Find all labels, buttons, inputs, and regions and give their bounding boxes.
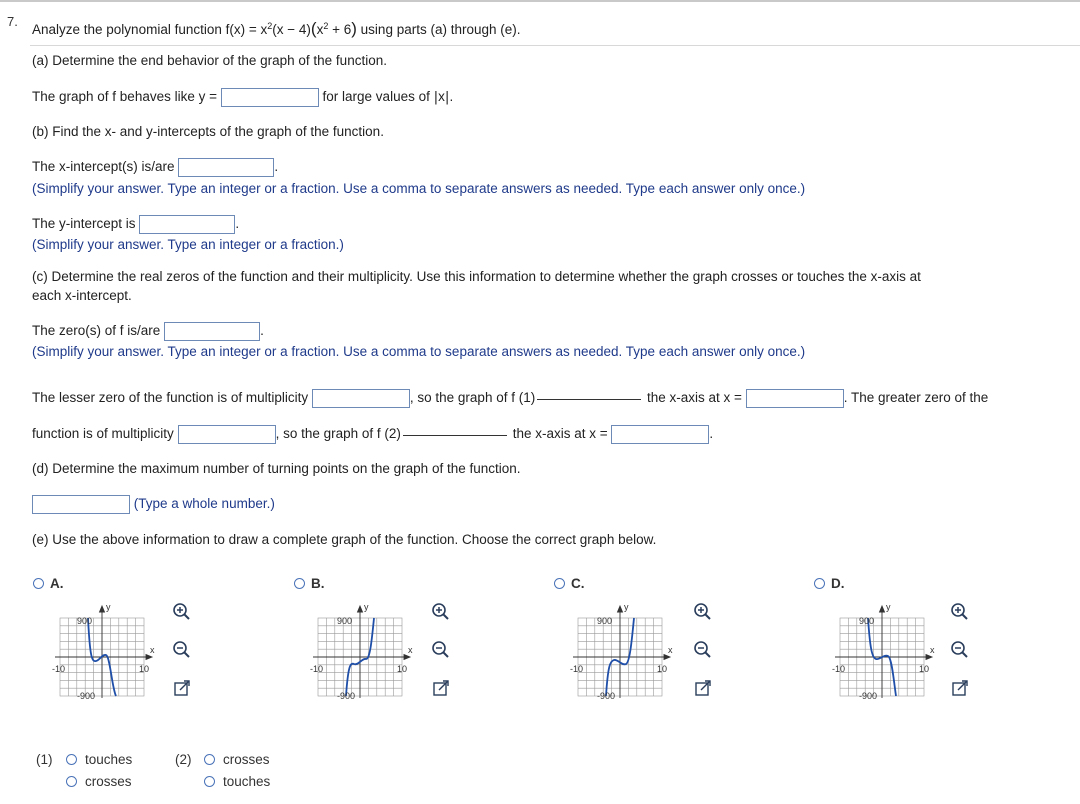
option-b[interactable]: B. <box>294 576 325 591</box>
greater-zero-line: function is of multiplicity , so the graph of f (2) the x-axis at x = . <box>32 425 713 444</box>
option-d[interactable]: D. <box>814 576 845 591</box>
zeros-hint: (Simplify your answer. Type an integer or a fraction. Use a comma to separate answers as needed. Type each answer only once.) <box>32 344 806 359</box>
graph-a-zoom-out-icon[interactable] <box>172 640 192 660</box>
greater-zero-x-input[interactable] <box>611 425 709 444</box>
svg-text:10: 10 <box>139 664 150 674</box>
zeros-input[interactable] <box>164 322 260 341</box>
svg-text:y: y <box>886 602 891 612</box>
dropdown-2-blank[interactable] <box>403 434 507 436</box>
svg-text:-10: -10 <box>570 664 584 674</box>
svg-text:10: 10 <box>919 664 930 674</box>
option-a-radio[interactable] <box>33 578 44 589</box>
graph-a-zoom-in-icon[interactable] <box>172 602 192 622</box>
graph-b <box>308 598 428 704</box>
y-intercept-line: The y-intercept is . <box>32 215 239 234</box>
svg-text:900: 900 <box>859 616 875 626</box>
graph-c-zoom-out-icon[interactable] <box>693 640 713 660</box>
svg-text:-10: -10 <box>832 664 846 674</box>
dropdown-2-crosses-radio[interactable] <box>204 754 215 765</box>
turning-points-hint: (Type a whole number.) <box>133 496 275 512</box>
dropdown-1-blank[interactable] <box>537 398 641 400</box>
graph-a-popout-icon[interactable] <box>172 678 192 698</box>
graph-b-zoom-in-icon[interactable] <box>431 602 451 622</box>
x-intercept-line: The x-intercept(s) is/are . <box>32 158 278 177</box>
turning-points-input[interactable] <box>32 495 130 514</box>
x-intercept-input[interactable] <box>178 158 274 177</box>
svg-text:-900: -900 <box>337 691 356 701</box>
dropdown-1-option-crosses[interactable]: crosses <box>66 774 132 789</box>
part-a-heading: (a) Determine the end behavior of the graph of the function. <box>32 53 387 68</box>
option-a[interactable]: A. <box>33 576 64 591</box>
lesser-zero-line: The lesser zero of the function is of multiplicity , so the graph of f (1) the x-axis at x = . The greater zero of the <box>32 389 988 408</box>
svg-text:y: y <box>106 602 111 612</box>
lesser-zero-x-input[interactable] <box>746 389 844 408</box>
option-b-radio[interactable] <box>294 578 305 589</box>
dropdown-1-option-touches[interactable]: touches <box>66 752 132 767</box>
svg-text:y: y <box>364 602 369 612</box>
top-rule <box>0 0 1080 2</box>
y-intercept-input[interactable] <box>139 215 235 234</box>
svg-text:900: 900 <box>77 616 93 626</box>
dropdown-2-option-crosses[interactable]: crosses <box>204 752 270 767</box>
svg-text:y: y <box>624 602 629 612</box>
graph-b-popout-icon[interactable] <box>431 678 451 698</box>
part-d-heading: (d) Determine the maximum number of turning points on the graph of the function. <box>32 461 521 476</box>
svg-text:-10: -10 <box>52 664 66 674</box>
graph-c-zoom-in-icon[interactable] <box>693 602 713 622</box>
graph-c <box>568 598 688 704</box>
part-c-heading-cont: each x-intercept. <box>32 288 132 303</box>
svg-text:-10: -10 <box>310 664 324 674</box>
dropdown-2-touches-radio[interactable] <box>204 776 215 787</box>
dropdown-1-touches-radio[interactable] <box>66 754 77 765</box>
option-c[interactable]: C. <box>554 576 585 591</box>
svg-text:900: 900 <box>597 616 613 626</box>
part-e-heading: (e) Use the above information to draw a complete graph of the function. Choose the correct graph below. <box>32 532 657 547</box>
svg-text:900: 900 <box>337 616 353 626</box>
svg-text:x: x <box>150 645 155 655</box>
part-c-heading: (c) Determine the real zeros of the function and their multiplicity. Use this information to determine whether the graph crosses or touches the x-axis at <box>32 269 921 284</box>
turning-points-line <box>32 495 275 514</box>
svg-text:-900: -900 <box>77 691 96 701</box>
svg-text:10: 10 <box>657 664 668 674</box>
part-a-answer-line: The graph of f behaves like y = for large values of |x|. <box>32 89 454 106</box>
zeros-line: The zero(s) of f is/are . <box>32 322 264 341</box>
part-b-heading: (b) Find the x- and y-intercepts of the graph of the function. <box>32 124 384 139</box>
svg-text:-900: -900 <box>859 691 878 701</box>
question-number: 7. <box>7 14 18 29</box>
option-d-radio[interactable] <box>814 578 825 589</box>
graph-d <box>830 598 950 704</box>
graph-a <box>50 598 170 704</box>
svg-text:x: x <box>408 645 413 655</box>
dropdown-2-label: (2) <box>175 752 192 767</box>
title-divider <box>30 45 1080 46</box>
x-intercept-hint: (Simplify your answer. Type an integer or a fraction. Use a comma to separate answers as needed. Type each answer only once.) <box>32 181 806 196</box>
dropdown-2-option-touches[interactable]: touches <box>204 774 270 789</box>
question-title: Analyze the polynomial function $f(x) = x^2(x - 4)(x^2 + 6)$ using parts (a) through (e). <box>32 19 521 38</box>
end-behavior-input[interactable] <box>221 88 319 107</box>
graph-d-zoom-out-icon[interactable] <box>950 640 970 660</box>
lesser-multiplicity-input[interactable] <box>312 389 410 408</box>
graph-d-zoom-in-icon[interactable] <box>950 602 970 622</box>
svg-text:x: x <box>668 645 673 655</box>
svg-text:10: 10 <box>397 664 408 674</box>
greater-multiplicity-input[interactable] <box>178 425 276 444</box>
graph-d-popout-icon[interactable] <box>950 678 970 698</box>
dropdown-1-label: (1) <box>36 752 53 767</box>
graph-c-popout-icon[interactable] <box>693 678 713 698</box>
graph-b-zoom-out-icon[interactable] <box>431 640 451 660</box>
option-c-radio[interactable] <box>554 578 565 589</box>
svg-text:-900: -900 <box>597 691 616 701</box>
svg-text:x: x <box>930 645 935 655</box>
y-intercept-hint: (Simplify your answer. Type an integer or a fraction.) <box>32 237 344 252</box>
dropdown-1-crosses-radio[interactable] <box>66 776 77 787</box>
